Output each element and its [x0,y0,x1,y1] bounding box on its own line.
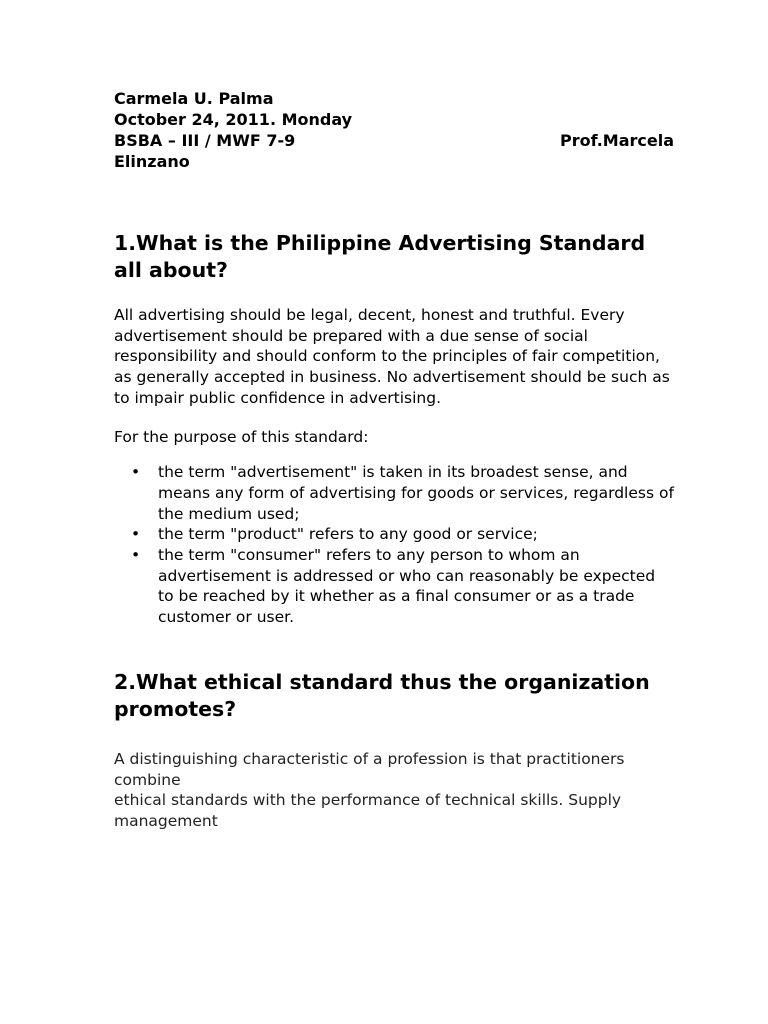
course-schedule: BSBA – III / MWF 7-9 [114,131,296,150]
student-name: Carmela U. Palma [114,89,274,108]
list-item-text: the term "consumer" refers to any person to whom an advertisement is addressed or who can reasonably be expected to be reached by it whether as a final consumer or as a trade customer or user. [158,546,656,627]
question-2-answer [114,749,674,832]
question-1-paragraph-1: All advertising should be legal, decent, honest and truthful. Every advertisement should be prepared with a due sense of social responsibility and should conform to the principles of fair competition, as generally accepted in business. No advertisement should be such as to impair public confidence in advertising. [114,306,670,407]
document-page [114,88,674,832]
question-2-answer-line-2: ethical standards with the performance of technical skills. Supply management [114,791,622,830]
list-item [114,462,674,524]
question-2-heading: 2.What ethical standard thus the organization promotes? [114,669,650,721]
document-header [114,88,674,172]
professor-name-part2: Elinzano [114,152,190,171]
definitions-list [114,462,674,628]
question-1-heading: 1.What is the Philippine Advertising Standard all about? [114,231,646,282]
question-1-paragraph-2: For the purpose of this standard: [114,427,369,446]
list-item-text: the term "advertisement" is taken in its broadest sense, and means any form of advertising for goods or services, regardless of the medium used; [158,463,674,523]
bullet-icon: • [131,546,141,565]
bullet-icon: • [131,525,141,544]
question-2-answer-line-1: A distinguishing characteristic of a profession is that practitioners combine [114,749,625,789]
professor-name-part1: Prof.Marcela [560,131,674,150]
bullet-icon: • [131,463,141,482]
course-row [114,130,674,151]
list-item [114,545,674,628]
list-item-text: the term "product" refers to any good or service; [158,525,538,544]
list-item [114,524,674,545]
document-date: October 24, 2011. Monday [114,110,353,129]
